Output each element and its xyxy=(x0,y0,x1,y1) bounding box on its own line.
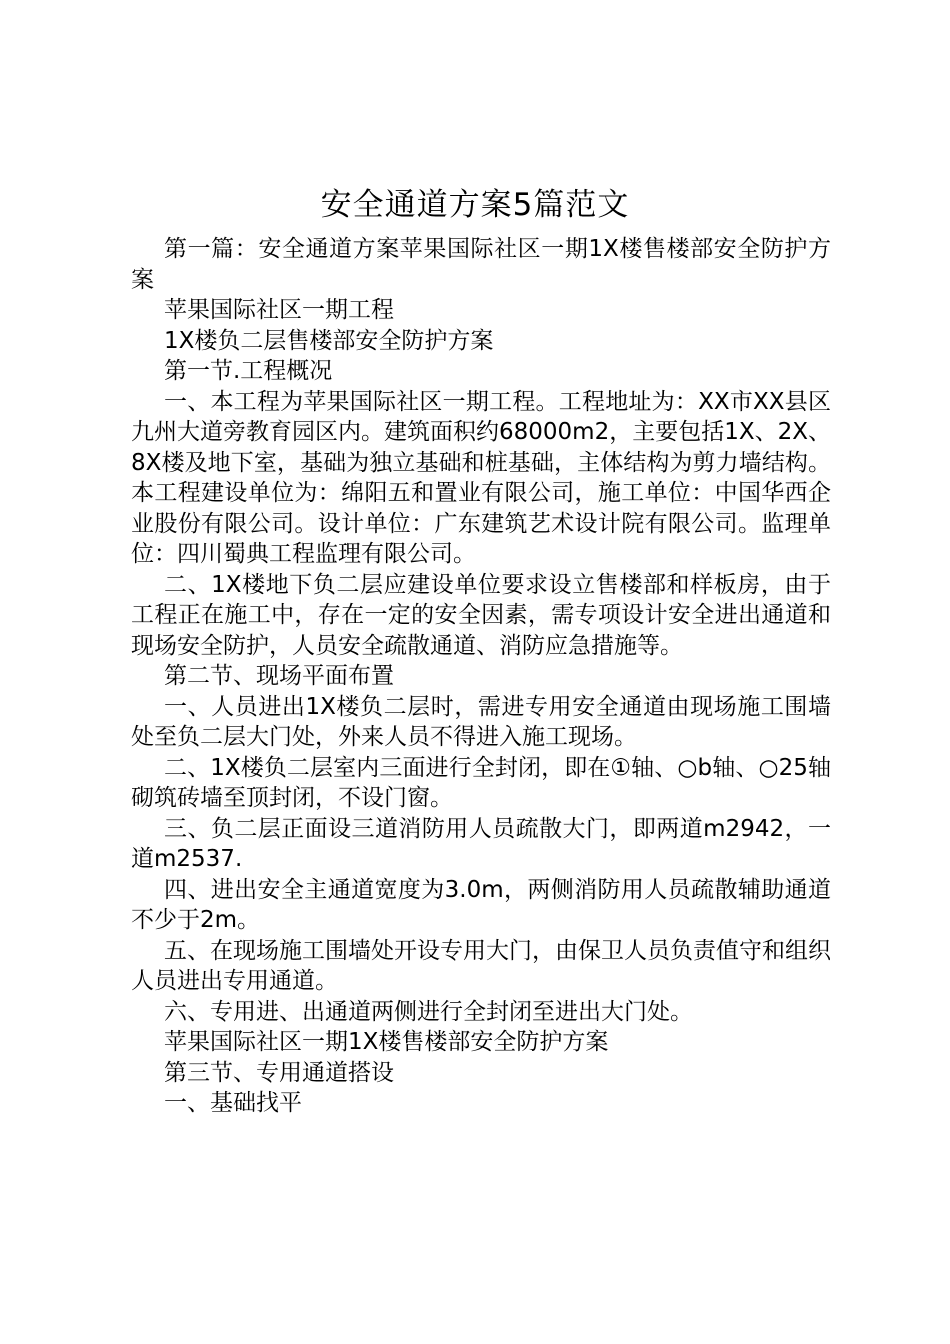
section-heading-2: 第二节、现场平面布置 xyxy=(164,663,394,689)
paragraph-project-name: 苹果国际社区一期工程 xyxy=(164,297,394,323)
paragraph-layout-2: 二、1X楼负二层室内三面进行全封闭，即在①轴、○b轴、○25轴砌筑砖墙至顶封闭，不设门窗。 xyxy=(131,754,831,811)
paragraph-plan-name: 1X楼负二层售楼部安全防护方案 xyxy=(164,327,494,354)
paragraph-overview-1: 一、本工程为苹果国际社区一期工程。工程地址为：XX市XX县区九州大道旁教育园区内。建筑面积约68000m2，主要包括1X、2X、8X楼及地下室，基础为独立基础和桩基础，主体结构为剪力墙结构。本工程建设单位为：绵阳五和置业有限公司，施工单位：中国华西企业股份有限公司。设计单位：广东建筑艺术设计院有限公司。监理单位：四川蜀典工程监理有限公司。 xyxy=(131,388,831,567)
paragraph-plan-name-repeat: 苹果国际社区一期1X楼售楼部安全防护方案 xyxy=(164,1029,609,1055)
paragraph-layout-1: 一、人员进出1X楼负二层时，需进专用安全通道由现场施工围墙处至负二层大门处，外来人员不得进入施工现场。 xyxy=(131,693,831,750)
paragraph-overview-2: 二、1X楼地下负二层应建设单位要求设立售楼部和样板房，由于工程正在施工中，存在一定的安全因素，需专项设计安全进出通道和现场安全防护，人员安全疏散通道、消防应急措施等。 xyxy=(131,571,831,659)
paragraph-layout-5: 五、在现场施工围墙处开设专用大门，由保卫人员负责值守和组织人员进出专用通道。 xyxy=(131,937,831,994)
paragraph-layout-6: 六、专用进、出通道两侧进行全封闭至进出大门处。 xyxy=(164,998,693,1025)
paragraph-foundation-leveling: 一、基础找平 xyxy=(164,1090,302,1116)
section-heading-1: 第一节.工程概况 xyxy=(164,358,333,384)
paragraph-layout-3: 三、负二层正面设三道消防用人员疏散大门，即两道m2942，一道m2537. xyxy=(131,815,831,872)
section-heading-3: 第三节、专用通道搭设 xyxy=(164,1059,394,1086)
paragraph-part-heading: 第一篇：安全通道方案苹果国际社区一期1X楼售楼部安全防护方案 xyxy=(131,236,831,293)
document-body xyxy=(131,234,831,1119)
document-title: 安全通道方案5篇范文 xyxy=(320,187,630,223)
paragraph-layout-4: 四、进出安全主通道宽度为3.0m，两侧消防用人员疏散辅助通道不少于2m。 xyxy=(131,876,831,933)
